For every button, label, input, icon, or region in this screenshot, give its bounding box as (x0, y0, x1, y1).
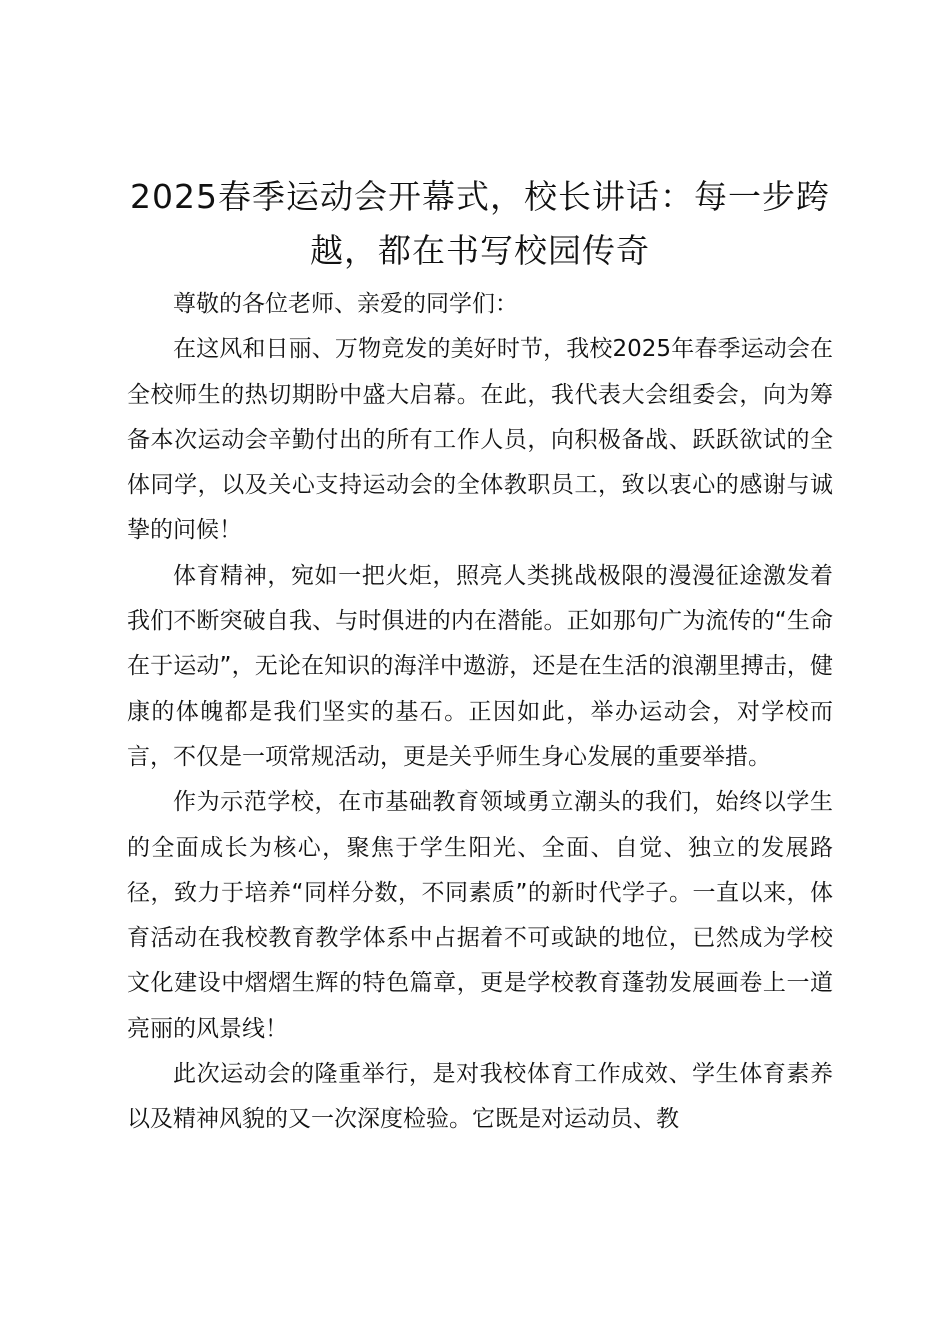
document-body (127, 170, 833, 1143)
greeting-paragraph: 尊敬的各位老师、亲爱的同学们： (173, 291, 518, 317)
body-paragraph: 作为示范学校，在市基础教育领域勇立潮头的我们，始终以学生的全面成长为核心，聚焦于学生阳光、全面、自觉、独立的发展路径，致力于培养“同样分数，不同素质”的新时代学子。一直以来，体育活动在我校教育教学体系中占据着不可或缺的地位，已然成为学校文化建设中熠熠生辉的特色篇章，更是学校教育蓬勃发展画卷上一道亮丽的风景线！ (127, 789, 833, 1042)
document-title: 2025春季运动会开幕式，校长讲话：每一步跨越，都在书写校园传奇 (130, 177, 830, 270)
body-paragraph: 在这风和日丽、万物竞发的美好时节，我校2025年春季运动会在全校师生的热切期盼中盛大启幕。在此，我代表大会组委会，向为筹备本次运动会辛勤付出的所有工作人员，向积极备战、跃跃欲试的全体同学，以及关心支持运动会的全体教职员工，致以衷心的感谢与诚挚的问候！ (127, 336, 833, 544)
body-paragraph: 体育精神，宛如一把火炬，照亮人类挑战极限的漫漫征途激发着我们不断突破自我、与时俱进的内在潜能。正如那句广为流传的“生命在于运动”，无论在知识的海洋中遨游，还是在生活的浪潮里搏击，健康的体魄都是我们坚实的基石。正因如此，举办运动会，对学校而言，不仅是一项常规活动，更是关乎师生身心发展的重要举措。 (127, 562, 833, 770)
body-paragraph: 此次运动会的隆重举行，是对我校体育工作成效、学生体育素养以及精神风貌的又一次深度检验。它既是对运动员、教 (127, 1061, 833, 1133)
